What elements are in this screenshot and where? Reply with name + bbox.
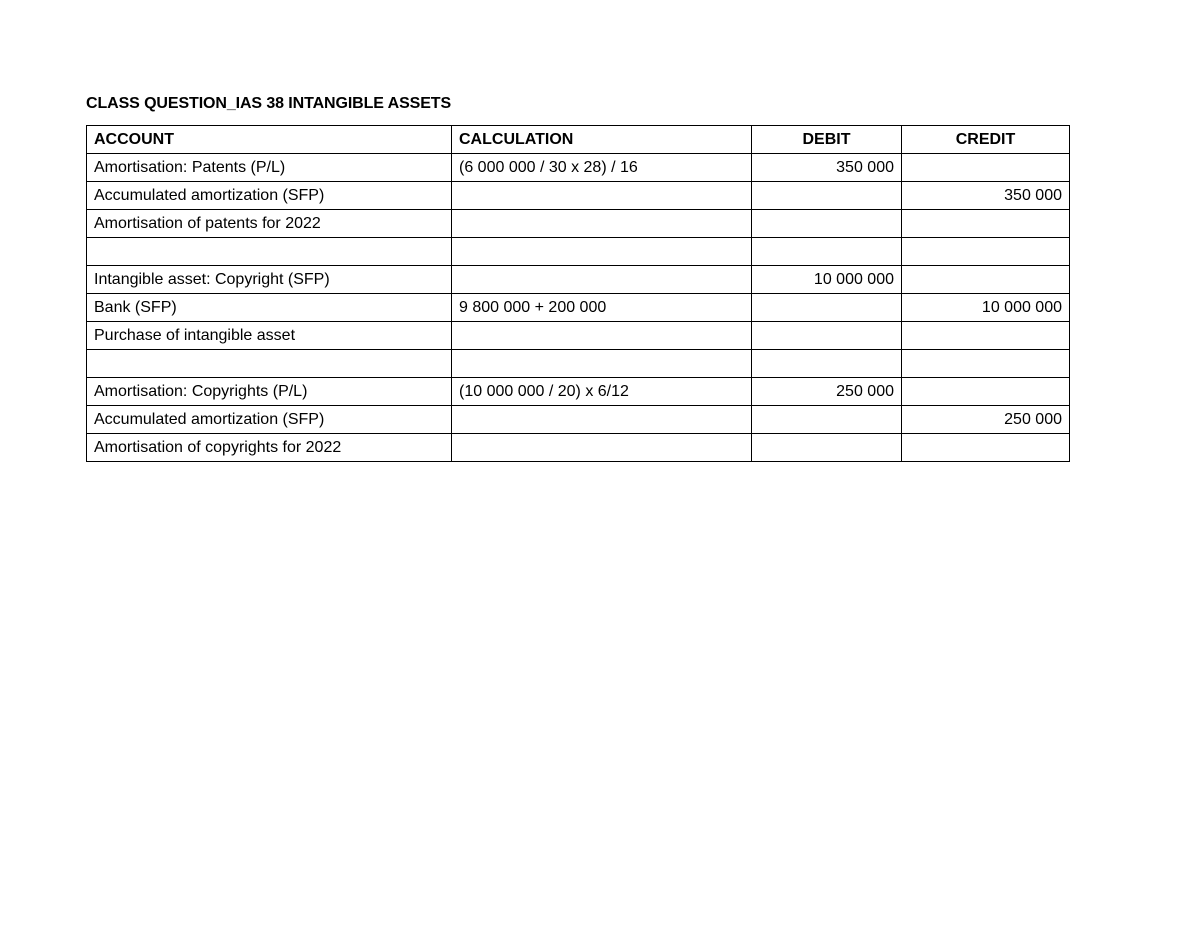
- table-header: [87, 126, 1070, 154]
- header-credit: CREDIT: [902, 126, 1070, 154]
- table-row: [87, 294, 1070, 322]
- calculation-cell: [452, 406, 752, 434]
- calculation-cell: [452, 322, 752, 350]
- table-row: [87, 322, 1070, 350]
- calculation-cell: [452, 210, 752, 238]
- table-row: [87, 350, 1070, 378]
- account-cell: Amortisation: Copyrights (P/L): [87, 378, 452, 406]
- table-row: [87, 266, 1070, 294]
- page-title: CLASS QUESTION_IAS 38 INTANGIBLE ASSETS: [86, 95, 452, 112]
- credit-cell: [902, 266, 1070, 294]
- credit-cell: 250 000: [902, 406, 1070, 434]
- credit-cell: [902, 434, 1070, 462]
- account-cell: [87, 238, 452, 266]
- credit-cell: [902, 322, 1070, 350]
- calculation-cell: [452, 350, 752, 378]
- calculation-cell: [452, 266, 752, 294]
- debit-cell: [752, 434, 902, 462]
- table-row: [87, 434, 1070, 462]
- header-row: [87, 126, 1070, 154]
- table-row: [87, 182, 1070, 210]
- account-cell: Amortisation: Patents (P/L): [87, 154, 452, 182]
- table-row: [87, 378, 1070, 406]
- account-cell: Accumulated amortization (SFP): [87, 182, 452, 210]
- calculation-cell: [452, 434, 752, 462]
- account-cell: [87, 350, 452, 378]
- debit-cell: [752, 406, 902, 434]
- credit-cell: [902, 378, 1070, 406]
- debit-cell: [752, 322, 902, 350]
- account-cell: Accumulated amortization (SFP): [87, 406, 452, 434]
- table-row: [87, 210, 1070, 238]
- debit-cell: 350 000: [752, 154, 902, 182]
- credit-cell: 10 000 000: [902, 294, 1070, 322]
- journal-table: [86, 125, 1070, 462]
- account-cell: Bank (SFP): [87, 294, 452, 322]
- calculation-cell: (10 000 000 / 20) x 6/12: [452, 378, 752, 406]
- calculation-cell: (6 000 000 / 30 x 28) / 16: [452, 154, 752, 182]
- debit-cell: 250 000: [752, 378, 902, 406]
- calculation-cell: [452, 238, 752, 266]
- credit-cell: [902, 154, 1070, 182]
- debit-cell: [752, 294, 902, 322]
- calculation-cell: 9 800 000 + 200 000: [452, 294, 752, 322]
- table-row: [87, 238, 1070, 266]
- credit-cell: [902, 210, 1070, 238]
- credit-cell: 350 000: [902, 182, 1070, 210]
- credit-cell: [902, 238, 1070, 266]
- account-cell: Amortisation of copyrights for 2022: [87, 434, 452, 462]
- table-row: [87, 406, 1070, 434]
- account-cell: Intangible asset: Copyright (SFP): [87, 266, 452, 294]
- debit-cell: 10 000 000: [752, 266, 902, 294]
- header-account: ACCOUNT: [87, 126, 452, 154]
- header-debit: DEBIT: [752, 126, 902, 154]
- account-cell: Amortisation of patents for 2022: [87, 210, 452, 238]
- table-body: [87, 154, 1070, 462]
- calculation-cell: [452, 182, 752, 210]
- debit-cell: [752, 238, 902, 266]
- table-row: [87, 154, 1070, 182]
- account-cell: Purchase of intangible asset: [87, 322, 452, 350]
- credit-cell: [902, 350, 1070, 378]
- header-calculation: CALCULATION: [452, 126, 752, 154]
- debit-cell: [752, 350, 902, 378]
- debit-cell: [752, 210, 902, 238]
- debit-cell: [752, 182, 902, 210]
